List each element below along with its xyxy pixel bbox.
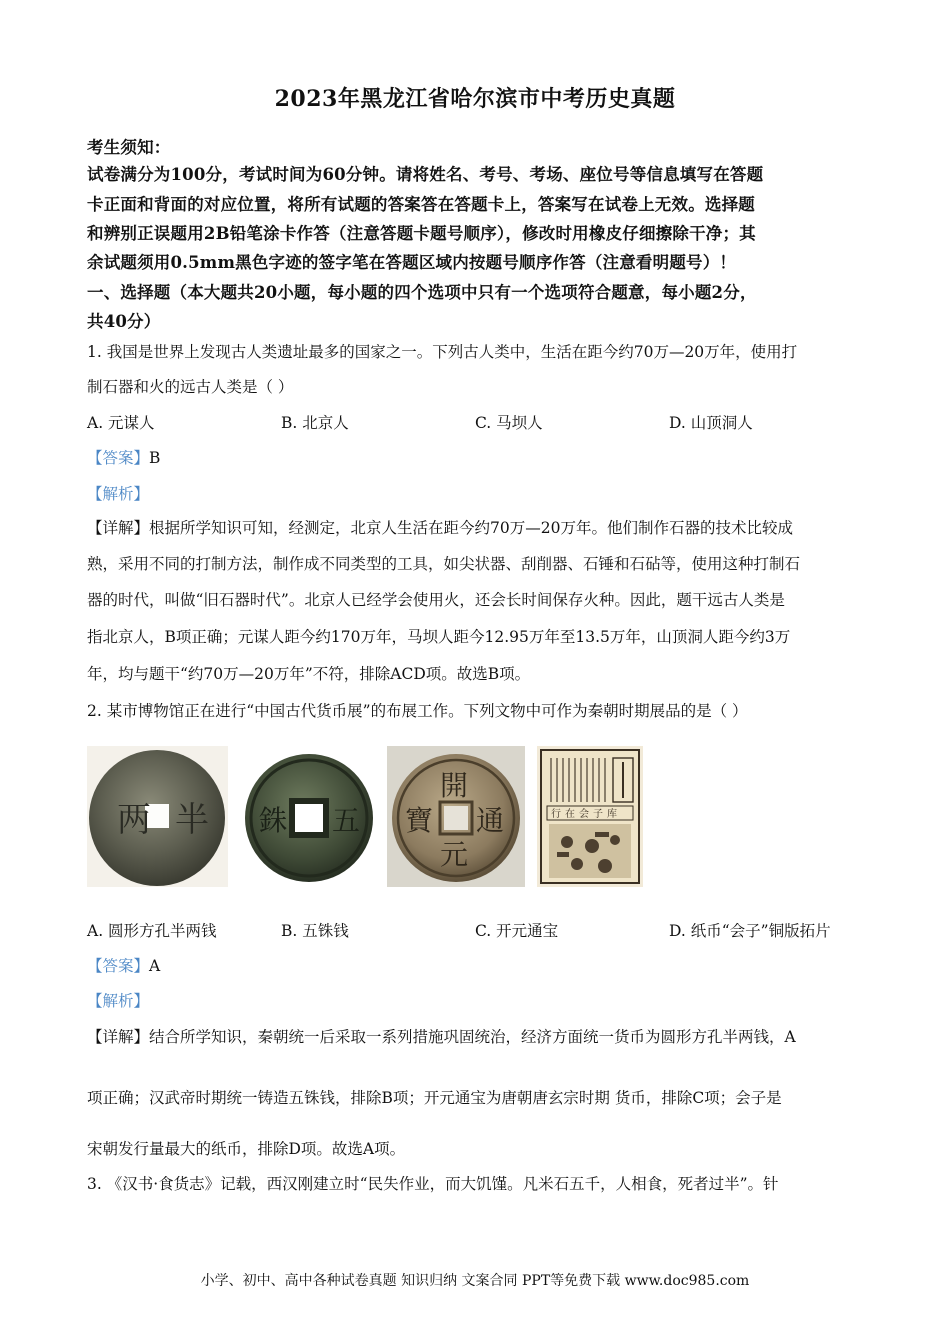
answer-value: A (149, 957, 161, 975)
banliang-coin-image (87, 746, 228, 887)
q1-detail-line: 年，均与题干“约70万—20万年”不符，排除ACD项。故选B项。 (87, 665, 531, 683)
q1-detail-line: 器的时代，叫做“旧石器时代”。北京人已经学会使用火，还会长时间保存火种。因此，题干远古人类是 (87, 591, 785, 609)
coin-char: 開 (440, 769, 469, 802)
coin-char: 元 (440, 838, 469, 871)
coin-char: 半 (175, 800, 209, 840)
coin-char: 两 (117, 800, 151, 840)
answer-tag: 【答案】 (87, 449, 150, 467)
q2-option-b: B. 五铢钱 (281, 922, 349, 940)
coin-char: 五 (332, 804, 361, 837)
q2-stem: 2. 某市博物馆正在进行“中国古代货币展”的布展工作。下列文物中可作为秦朝时期展品的是（ ） (87, 702, 748, 720)
q2-option-c: C. 开元通宝 (475, 922, 559, 940)
huizi-rubbing-image (537, 746, 643, 887)
q2-detail (87, 1025, 796, 1047)
q1-analysis (87, 482, 149, 504)
coin-char: 通 (476, 804, 505, 837)
q1-answer (87, 446, 160, 468)
exam-title: 2023年黑龙江省哈尔滨市中考历史真题 (274, 86, 676, 112)
q1-stem: 1. 我国是世界上发现古人类遗址最多的国家之一。下列古人类中，生活在距今约70万—20万年，使用打 (87, 343, 798, 361)
note-header: 行在会子库 (551, 809, 621, 820)
analysis-tag: 【解析】 (87, 485, 150, 503)
notice-line: 卡正面和背面的对应位置，将所有试题的答案答在答题卡上，答案写在试卷上无效。选择题 (87, 195, 755, 214)
q1-option-b: B. 北京人 (281, 414, 349, 432)
analysis-tag: 【解析】 (87, 992, 150, 1010)
kaiyuan-coin-image (387, 746, 525, 887)
detail-text: 结合所学知识，秦朝统一后采取一系列措施巩固统治，经济方面统一货币为圆形方孔半两钱，A (149, 1028, 796, 1046)
coin-char: 寶 (405, 804, 434, 837)
q1-stem: 制石器和火的远古人类是（ ） (87, 378, 294, 396)
answer-value: B (149, 449, 161, 467)
coin-char: 銖 (259, 804, 288, 837)
section-heading: 共40分） (87, 312, 161, 331)
q2-analysis (87, 989, 149, 1011)
notice-heading: 考生须知： (87, 138, 171, 157)
wuzhu-coin-image (239, 746, 378, 887)
q3-stem: 3. 《汉书·食货志》记载，西汉刚建立时“民失作业，而大饥馑。凡米石五千，人相食，死者过半”。针 (87, 1175, 779, 1193)
q2-detail-line: 宋朝发行量最大的纸币，排除D项。故选A项。 (87, 1140, 406, 1158)
notice-line: 和辨别正误题用2B铅笔涂卡作答（注意答题卡题号顺序），修改时用橡皮仔细擦除干净；其 (87, 224, 756, 243)
q2-option-d: D. 纸币“会子”铜版拓片 (669, 922, 831, 940)
answer-tag: 【答案】 (87, 957, 150, 975)
section-heading: 一、选择题（本大题共20小题，每小题的四个选项中只有一个选项符合题意，每小题2分， (87, 283, 757, 302)
q1-option-c: C. 马坝人 (475, 414, 543, 432)
q2-option-a: A. 圆形方孔半两钱 (87, 922, 217, 940)
q1-detail-line: 指北京人，B项正确；元谋人距今约170万年，马坝人距今12.95万年至13.5万年，山顶洞人距今约3万 (87, 628, 791, 646)
q1-detail (87, 516, 793, 538)
q1-option-a: A. 元谋人 (87, 414, 155, 432)
q1-detail-line: 熟，采用不同的打制方法，制作成不同类型的工具，如尖状器、刮削器、石锤和石砧等，使用这种打制石 (87, 555, 801, 573)
q2-detail-line: 项正确；汉武帝时期统一铸造五铢钱，排除B项；开元通宝为唐朝唐玄宗时期 货币，排除C项；会子是 (87, 1089, 782, 1107)
detail-text: 根据所学知识可知，经测定，北京人生活在距今约70万—20万年。他们制作石器的技术比较成 (149, 519, 793, 537)
q2-answer (87, 954, 160, 976)
page-footer: 小学、初中、高中各种试卷真题 知识归纳 文案合同 PPT等免费下载 www.doc985.com (200, 1273, 750, 1289)
detail-tag: 【详解】 (87, 519, 150, 537)
q1-option-d: D. 山顶洞人 (669, 414, 753, 432)
notice-line: 余试题须用0.5mm黑色字迹的签字笔在答题区域内按题号顺序作答（注意看明题号）！ (87, 253, 737, 272)
detail-tag: 【详解】 (87, 1028, 150, 1046)
notice-line: 试卷满分为100分，考试时间为60分钟。请将姓名、考号、考场、座位号等信息填写在答题 (87, 165, 764, 184)
